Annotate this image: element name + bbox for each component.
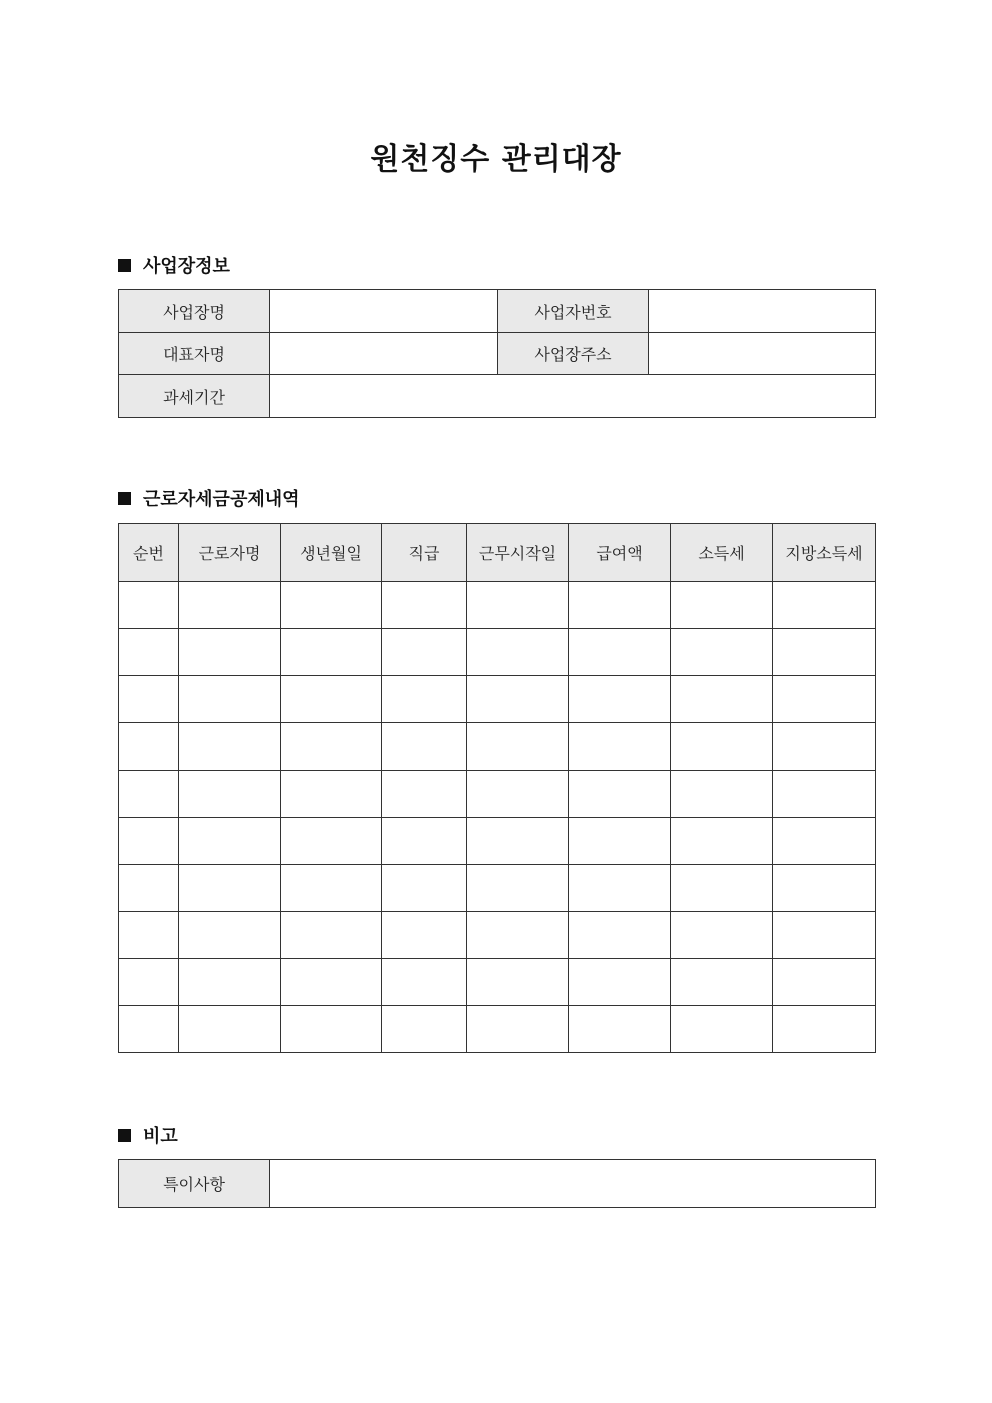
cell-salary[interactable] [569,582,671,629]
cell-start-date[interactable] [467,912,569,959]
cell-position[interactable] [382,959,467,1006]
remarks-table [118,1159,876,1208]
cell-income-tax[interactable] [671,771,773,818]
cell-employee-name[interactable] [179,865,281,912]
cell-seq[interactable] [119,818,179,865]
cell-position[interactable] [382,865,467,912]
cell-income-tax[interactable] [671,676,773,723]
business-info-table [118,289,876,418]
cell-birth-date[interactable] [281,771,382,818]
square-bullet-icon [118,492,131,505]
cell-salary[interactable] [569,771,671,818]
cell-income-tax[interactable] [671,912,773,959]
cell-seq[interactable] [119,723,179,771]
table-row [119,771,876,818]
column-header-income-tax: 소득세 [671,524,773,582]
section-heading-label: 사업장정보 [143,256,230,277]
document-title: 원천징수 관리대장 [370,142,622,177]
table-row [119,912,876,959]
cell-employee-name[interactable] [179,582,281,629]
remarks-row [119,1160,876,1208]
special-notes-label: 특이사항 [119,1160,270,1208]
cell-position[interactable] [382,723,467,771]
cell-local-income-tax[interactable] [773,771,876,818]
representative-label: 대표자명 [119,333,270,375]
cell-salary[interactable] [569,676,671,723]
cell-employee-name[interactable] [179,959,281,1006]
cell-birth-date[interactable] [281,959,382,1006]
cell-start-date[interactable] [467,582,569,629]
cell-seq[interactable] [119,1006,179,1053]
cell-position[interactable] [382,676,467,723]
table-row [119,582,876,629]
cell-employee-name[interactable] [179,723,281,771]
cell-income-tax[interactable] [671,818,773,865]
cell-salary[interactable] [569,865,671,912]
cell-local-income-tax[interactable] [773,582,876,629]
tax-period-field[interactable] [270,375,876,418]
cell-position[interactable] [382,912,467,959]
business-info-row [119,290,876,333]
cell-local-income-tax[interactable] [773,676,876,723]
column-header-start-date: 근무시작일 [467,524,569,582]
cell-seq[interactable] [119,912,179,959]
cell-start-date[interactable] [467,1006,569,1053]
cell-employee-name[interactable] [179,818,281,865]
cell-local-income-tax[interactable] [773,865,876,912]
cell-start-date[interactable] [467,865,569,912]
table-row [119,959,876,1006]
cell-local-income-tax[interactable] [773,818,876,865]
cell-income-tax[interactable] [671,959,773,1006]
cell-start-date[interactable] [467,818,569,865]
cell-position[interactable] [382,818,467,865]
column-header-employee-name: 근로자명 [179,524,281,582]
column-header-birth-date: 생년월일 [281,524,382,582]
business-name-label: 사업장명 [119,290,270,333]
tax-period-label: 과세기간 [119,375,270,418]
column-header-salary: 급여액 [569,524,671,582]
business-info-row [119,333,876,375]
table-row [119,1006,876,1053]
cell-employee-name[interactable] [179,771,281,818]
cell-start-date[interactable] [467,629,569,676]
cell-position[interactable] [382,1006,467,1053]
section-heading-remarks [118,1122,178,1148]
cell-seq[interactable] [119,629,179,676]
cell-seq[interactable] [119,676,179,723]
table-row [119,818,876,865]
business-reg-no-label: 사업자번호 [498,290,649,333]
deduction-table [118,523,876,1053]
business-name-field[interactable] [270,290,498,333]
table-row [119,723,876,771]
cell-income-tax[interactable] [671,723,773,771]
cell-seq[interactable] [119,771,179,818]
column-header-position: 직급 [382,524,467,582]
deduction-header-row [119,524,876,582]
table-row [119,676,876,723]
cell-birth-date[interactable] [281,723,382,771]
cell-salary[interactable] [569,629,671,676]
cell-start-date[interactable] [467,771,569,818]
cell-local-income-tax[interactable] [773,959,876,1006]
business-info-row [119,375,876,418]
cell-local-income-tax[interactable] [773,723,876,771]
cell-income-tax[interactable] [671,865,773,912]
cell-birth-date[interactable] [281,912,382,959]
cell-salary[interactable] [569,912,671,959]
cell-salary[interactable] [569,1006,671,1053]
cell-income-tax[interactable] [671,629,773,676]
section-heading-business-info [118,252,230,278]
cell-position[interactable] [382,629,467,676]
cell-employee-name[interactable] [179,676,281,723]
cell-birth-date[interactable] [281,582,382,629]
representative-field[interactable] [270,333,498,375]
square-bullet-icon [118,259,131,272]
special-notes-field[interactable] [270,1160,876,1208]
cell-birth-date[interactable] [281,676,382,723]
cell-birth-date[interactable] [281,629,382,676]
cell-birth-date[interactable] [281,1006,382,1053]
cell-seq[interactable] [119,865,179,912]
cell-start-date[interactable] [467,723,569,771]
table-row [119,629,876,676]
cell-position[interactable] [382,771,467,818]
cell-birth-date[interactable] [281,865,382,912]
cell-birth-date[interactable] [281,818,382,865]
section-heading-deduction [118,485,300,511]
square-bullet-icon [118,1129,131,1142]
cell-salary[interactable] [569,723,671,771]
cell-position[interactable] [382,582,467,629]
section-heading-label: 비고 [143,1126,178,1147]
cell-local-income-tax[interactable] [773,629,876,676]
column-header-seq: 순번 [119,524,179,582]
section-heading-label: 근로자세금공제내역 [143,489,300,510]
table-row [119,865,876,912]
cell-employee-name[interactable] [179,1006,281,1053]
business-address-label: 사업장주소 [498,333,649,375]
cell-local-income-tax[interactable] [773,912,876,959]
cell-start-date[interactable] [467,959,569,1006]
cell-salary[interactable] [569,818,671,865]
cell-salary[interactable] [569,959,671,1006]
cell-employee-name[interactable] [179,912,281,959]
cell-income-tax[interactable] [671,1006,773,1053]
cell-local-income-tax[interactable] [773,1006,876,1053]
cell-income-tax[interactable] [671,582,773,629]
cell-start-date[interactable] [467,676,569,723]
cell-employee-name[interactable] [179,629,281,676]
business-address-field[interactable] [649,333,876,375]
business-reg-no-field[interactable] [649,290,876,333]
column-header-local-income-tax: 지방소득세 [773,524,876,582]
cell-seq[interactable] [119,959,179,1006]
cell-seq[interactable] [119,582,179,629]
